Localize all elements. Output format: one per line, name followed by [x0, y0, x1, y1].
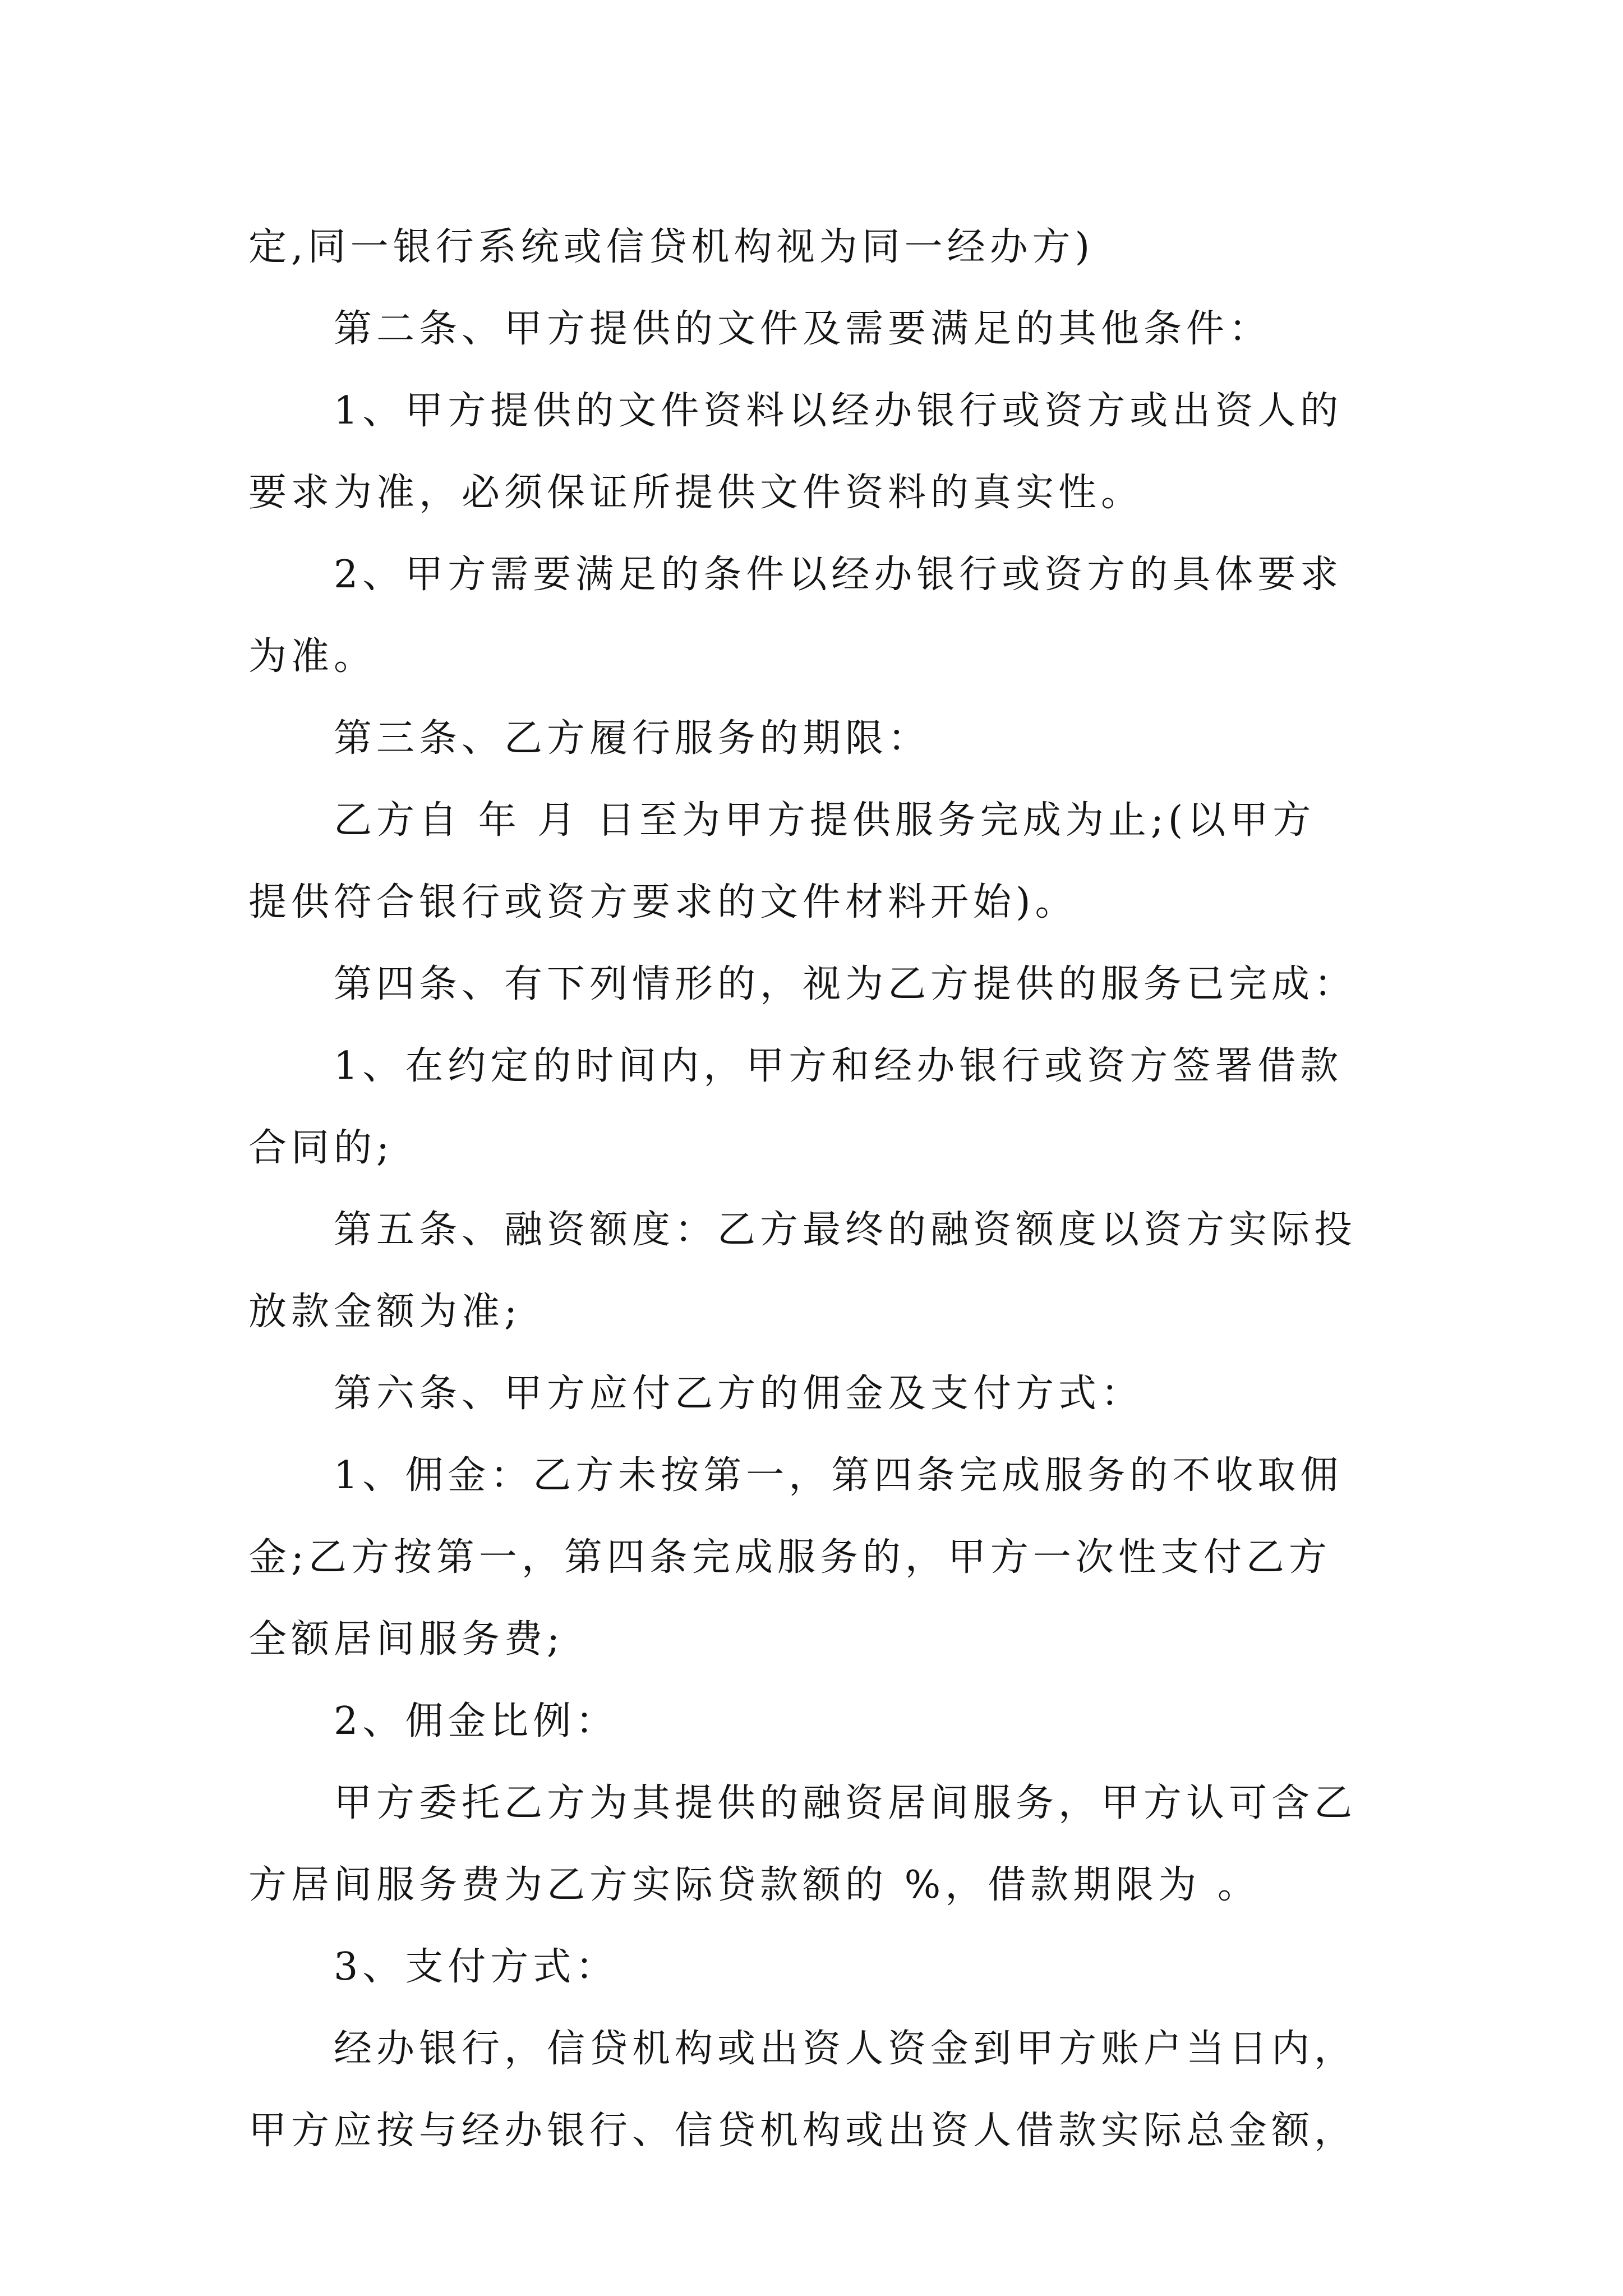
text-line: 经办银行，信贷机构或出资人资金到甲方账户当日内，	[334, 2027, 1357, 2071]
text-line: 合同的;	[248, 1126, 394, 1170]
text-line: 全额居间服务费;	[248, 1617, 564, 1662]
text-line: 金;乙方按第一，第四条完成服务的，甲方一次性支付乙方	[248, 1535, 1331, 1580]
text-line: 第二条、甲方提供的文件及需要满足的其他条件：	[334, 307, 1272, 351]
text-line: 甲方委托乙方为其提供的融资居间服务，甲方认可含乙	[334, 1781, 1357, 1825]
text-line: 第五条、融资额度：乙方最终的融资额度以资方实际投	[334, 1208, 1357, 1252]
text-line: 定,同一银行系统或信贷机构视为同一经办方)	[248, 225, 1095, 269]
text-line: 为准。	[248, 634, 377, 679]
text-line: 方居间服务费为乙方实际贷款额的 %，借款期限为 。	[248, 1863, 1260, 1907]
text-line: 2、甲方需要满足的条件以经办银行或资方的具体要求	[334, 553, 1343, 597]
text-line: 放款金额为准;	[248, 1290, 522, 1334]
text-line: 要求为准，必须保证所提供文件资料的真实性。	[248, 471, 1144, 515]
text-line: 甲方应按与经办银行、信贷机构或出资人借款实际总金额，	[248, 2109, 1357, 2153]
text-line: 1、在约定的时间内，甲方和经办银行或资方签署借款	[334, 1044, 1343, 1088]
text-line: 1、甲方提供的文件资料以经办银行或资方或出资人的	[334, 389, 1343, 433]
text-line: 第四条、有下列情形的，视为乙方提供的服务已完成：	[334, 962, 1357, 1006]
text-line: 乙方自 年 月 日至为甲方提供服务完成为止;(以甲方	[334, 798, 1316, 843]
text-line: 提供符合银行或资方要求的文件材料开始)。	[248, 880, 1078, 924]
text-line: 2、佣金比例：	[334, 1699, 619, 1743]
text-line: 第三条、乙方履行服务的期限：	[334, 716, 931, 761]
document-body	[248, 206, 1404, 2172]
text-line: 第六条、甲方应付乙方的佣金及支付方式：	[334, 1372, 1144, 1416]
text-line: 1、佣金：乙方未按第一，第四条完成服务的不收取佣	[334, 1453, 1343, 1498]
text-line: 3、支付方式：	[334, 1945, 619, 1989]
